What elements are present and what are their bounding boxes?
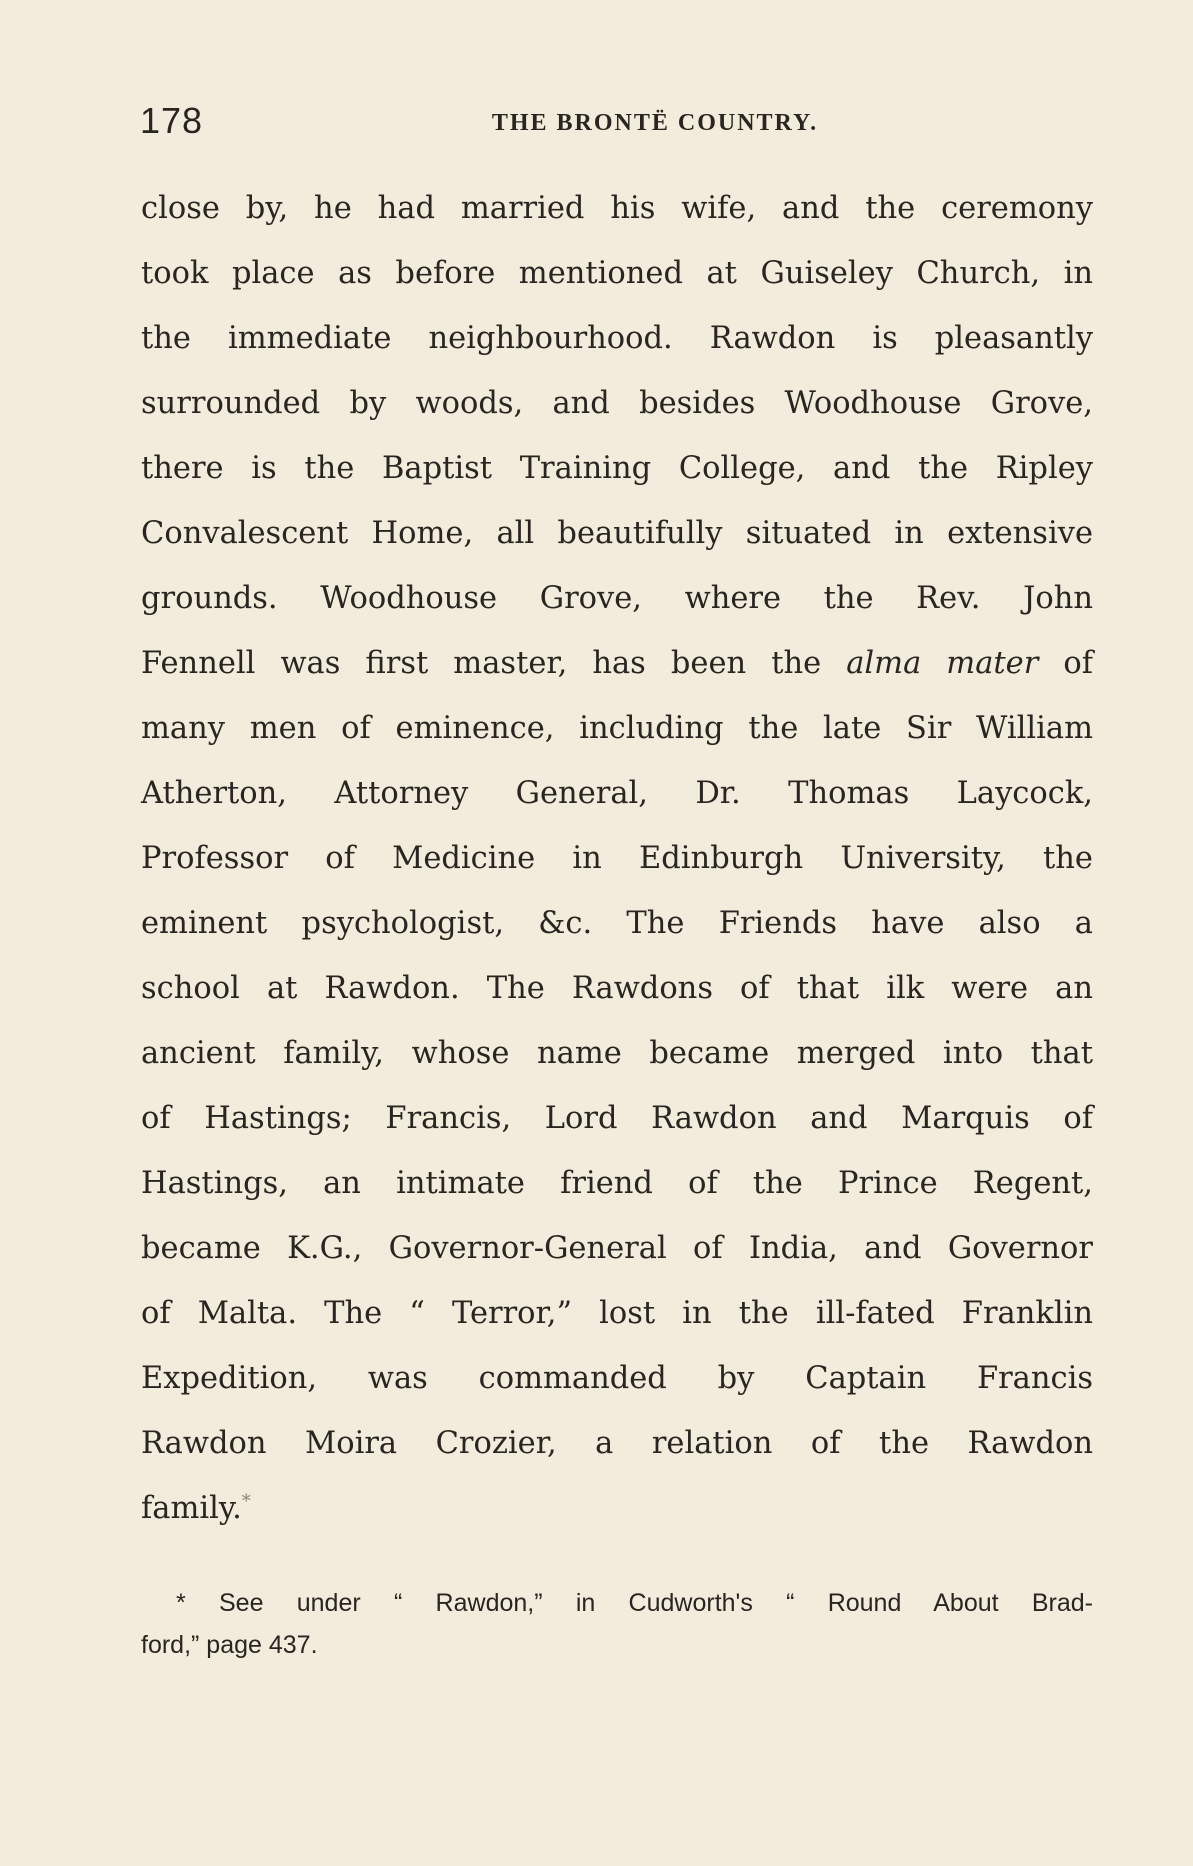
footnote-marker: * bbox=[241, 1490, 251, 1512]
text-line-last bbox=[141, 1476, 1093, 1541]
running-head: THE BRONTË COUNTRY. bbox=[491, 110, 819, 136]
text-line: surrounded by woods, and besides Woodhouse Grove, bbox=[141, 386, 1093, 421]
text-line: ancient family, whose name became merged into that bbox=[141, 1036, 1093, 1071]
footnote-line: ford,” page 437. bbox=[141, 1631, 318, 1659]
text-segment: Fennell was first master, has been the bbox=[141, 646, 847, 681]
body-text bbox=[141, 176, 1093, 1541]
text-segment: family. bbox=[141, 1491, 242, 1526]
text-line: became K.G., Governor-General of India, and Governor bbox=[141, 1231, 1093, 1266]
text-line: of Hastings; Francis, Lord Rawdon and Marquis of bbox=[141, 1101, 1093, 1136]
text-line: Rawdon Moira Crozier, a relation of the Rawdon bbox=[141, 1426, 1093, 1461]
text-line: Hastings, an intimate friend of the Prince Regent, bbox=[141, 1166, 1093, 1201]
text-line: close by, he had married his wife, and the ceremony bbox=[141, 191, 1093, 226]
page-header bbox=[140, 100, 1090, 150]
text-line: grounds. Woodhouse Grove, where the Rev. John bbox=[141, 581, 1093, 616]
text-line: Convalescent Home, all beautifully situated in extensive bbox=[141, 516, 1093, 551]
text-line: the immediate neighbourhood. Rawdon is pleasantly bbox=[141, 321, 1093, 356]
footnote-line: * See under “ Rawdon,” in Cudworth's “ Round About Brad- bbox=[176, 1589, 1093, 1617]
text-line: Atherton, Attorney General, Dr. Thomas Laycock, bbox=[141, 776, 1093, 811]
text-segment: of bbox=[1038, 646, 1093, 681]
text-line: school at Rawdon. The Rawdons of that ilk were an bbox=[141, 971, 1093, 1006]
text-line: there is the Baptist Training College, and the Ripley bbox=[141, 451, 1093, 486]
text-line bbox=[141, 631, 1093, 696]
text-line: many men of eminence, including the late Sir William bbox=[141, 711, 1093, 746]
text-line: Expedition, was commanded by Captain Francis bbox=[141, 1361, 1093, 1396]
text-line: of Malta. The “ Terror,” lost in the ill-fated Franklin bbox=[141, 1296, 1093, 1331]
text-line: took place as before mentioned at Guiseley Church, in bbox=[141, 256, 1093, 291]
italic-phrase: alma mater bbox=[846, 646, 1039, 681]
footnote bbox=[141, 1582, 1093, 1666]
text-line: Professor of Medicine in Edinburgh University, the bbox=[141, 841, 1093, 876]
page-number: 178 bbox=[140, 100, 204, 141]
text-line: eminent psychologist, &c. The Friends have also a bbox=[141, 906, 1093, 941]
